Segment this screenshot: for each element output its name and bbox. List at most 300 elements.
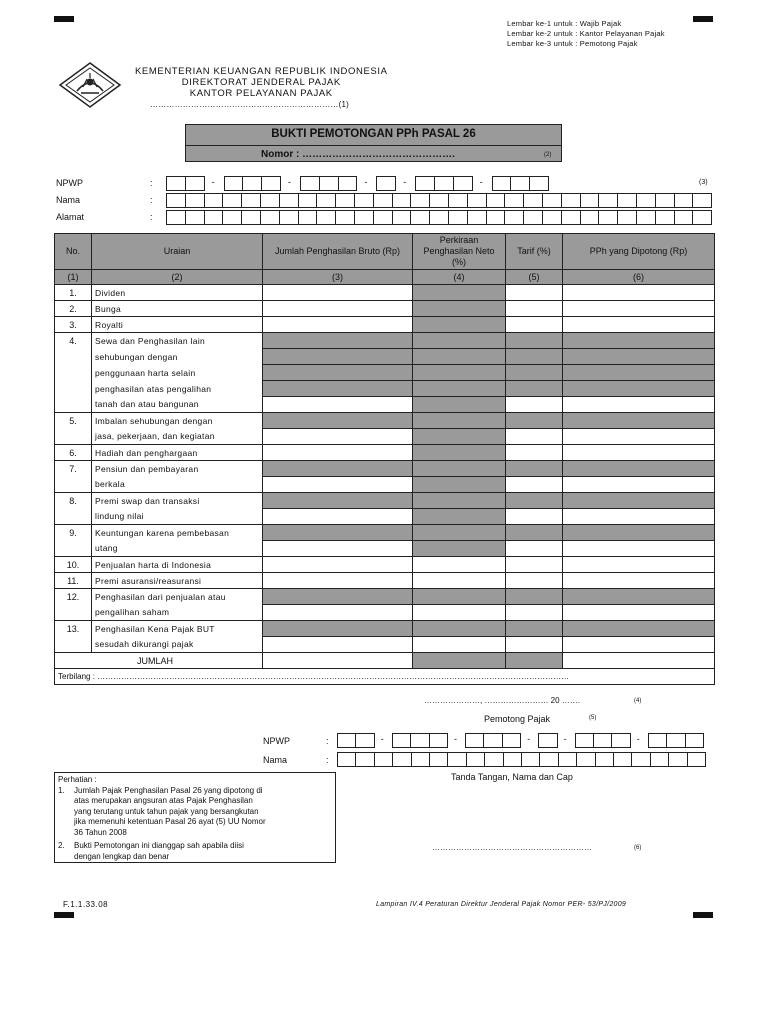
amount-cell[interactable] <box>263 445 413 461</box>
char-box[interactable] <box>521 752 540 767</box>
amount-cell[interactable] <box>506 317 563 333</box>
amount-cell[interactable] <box>263 557 413 573</box>
char-box[interactable] <box>279 210 299 225</box>
row-number: 10. <box>55 557 92 573</box>
amount-cell[interactable] <box>263 301 413 317</box>
row-number: 1. <box>55 285 92 301</box>
char-box[interactable] <box>561 193 581 208</box>
document-number-ref: (2) <box>544 152 552 158</box>
char-box[interactable] <box>319 176 339 191</box>
amount-cell[interactable] <box>563 285 715 301</box>
header-office: KANTOR PELAYANAN PAJAK <box>189 88 333 99</box>
amount-cell <box>506 525 563 541</box>
identity-ref: (3) <box>699 179 708 186</box>
row-number <box>55 365 92 381</box>
amount-cell <box>506 589 563 605</box>
char-box[interactable] <box>687 752 706 767</box>
legend-line: Lembar ke-1 untuk : Wajib Pajak <box>507 19 622 28</box>
amount-cell[interactable] <box>563 397 715 413</box>
table-row <box>55 621 715 637</box>
amount-cell[interactable] <box>563 301 715 317</box>
amount-cell <box>263 333 413 349</box>
table-row <box>55 429 715 445</box>
amount-cell <box>413 525 506 541</box>
char-box[interactable] <box>486 193 506 208</box>
row-description: Penjualan harta di Indonesia <box>92 557 263 573</box>
table-row <box>55 493 715 509</box>
char-box[interactable] <box>355 733 374 748</box>
amount-cell[interactable] <box>563 541 715 557</box>
terbilang-row <box>55 669 715 685</box>
char-box[interactable] <box>298 210 318 225</box>
note-item <box>58 786 332 839</box>
char-box[interactable] <box>576 752 595 767</box>
amount-cell <box>506 493 563 509</box>
note-line: yang terutang untuk tahun pajak yang bersangkutan <box>74 806 259 816</box>
row-description: Hadiah dan penghargaan <box>92 445 263 461</box>
amount-cell <box>263 413 413 429</box>
row-number: 11. <box>55 573 92 589</box>
char-box[interactable] <box>668 752 687 767</box>
row-description: penghasilan atas pengalihan <box>92 381 263 397</box>
char-box[interactable] <box>692 210 712 225</box>
char-box[interactable] <box>447 752 466 767</box>
char-box[interactable] <box>429 733 448 748</box>
amount-cell[interactable] <box>506 637 563 653</box>
amount-cell[interactable] <box>263 637 413 653</box>
char-box[interactable] <box>224 176 244 191</box>
char-box[interactable] <box>374 752 393 767</box>
amount-cell <box>413 301 506 317</box>
row-number: 7. <box>55 461 92 477</box>
char-box[interactable] <box>467 210 487 225</box>
amount-cell <box>563 349 715 365</box>
amount-cell <box>563 365 715 381</box>
amount-cell <box>506 333 563 349</box>
char-box[interactable] <box>504 210 524 225</box>
amount-cell[interactable] <box>506 445 563 461</box>
amount-cell <box>413 365 506 381</box>
char-box[interactable] <box>185 176 205 191</box>
amount-cell[interactable] <box>263 317 413 333</box>
char-box[interactable] <box>429 193 449 208</box>
table-row <box>55 413 715 429</box>
char-box[interactable] <box>648 733 667 748</box>
amount-cell[interactable] <box>563 605 715 621</box>
char-box[interactable] <box>666 733 685 748</box>
amount-cell[interactable] <box>263 509 413 525</box>
row-number <box>55 605 92 621</box>
row-description: Penghasilan Kena Pajak BUT <box>92 621 263 637</box>
char-box[interactable] <box>335 193 355 208</box>
amount-cell <box>263 493 413 509</box>
column-number: (6) <box>563 270 715 285</box>
amount-cell[interactable] <box>263 285 413 301</box>
amount-cell[interactable] <box>413 605 506 621</box>
table-row <box>55 301 715 317</box>
legend-line: Lembar ke-2 untuk : Kantor Pelayanan Pajak <box>507 29 665 38</box>
total-pph[interactable] <box>563 653 715 669</box>
amount-cell[interactable] <box>263 397 413 413</box>
char-box[interactable] <box>598 193 618 208</box>
amount-cell <box>263 381 413 397</box>
char-box[interactable] <box>204 210 224 225</box>
char-box[interactable] <box>260 210 280 225</box>
row-number: 9. <box>55 525 92 541</box>
char-box[interactable] <box>636 210 656 225</box>
column-number: (1) <box>55 270 92 285</box>
withholder-name-label: Nama <box>263 755 288 765</box>
amount-cell <box>413 285 506 301</box>
note-line: Jumlah Pajak Penghasilan Pasal 26 yang dipotong di <box>74 785 263 795</box>
char-box[interactable] <box>650 752 669 767</box>
char-box[interactable] <box>260 193 280 208</box>
amount-cell[interactable] <box>506 301 563 317</box>
amount-cell[interactable] <box>506 429 563 445</box>
column-header: Uraian <box>92 234 263 270</box>
char-box[interactable] <box>429 752 448 767</box>
char-box[interactable] <box>355 752 374 767</box>
column-header: PPh yang Dipotong (Rp) <box>563 234 715 270</box>
char-box[interactable] <box>575 733 594 748</box>
char-box[interactable] <box>410 210 430 225</box>
amount-cell[interactable] <box>263 605 413 621</box>
char-box[interactable] <box>483 733 502 748</box>
char-box[interactable] <box>392 752 411 767</box>
char-box[interactable] <box>595 752 614 767</box>
table-row <box>55 637 715 653</box>
char-box[interactable] <box>222 210 242 225</box>
separator-dash: - <box>288 177 291 187</box>
row-description: berkala <box>92 477 263 493</box>
row-description: Premi asuransi/reasuransi <box>92 573 263 589</box>
amount-cell <box>563 381 715 397</box>
char-box[interactable] <box>484 752 503 767</box>
table-header-row <box>55 234 715 270</box>
amount-cell <box>506 365 563 381</box>
amount-cell[interactable] <box>563 429 715 445</box>
char-box[interactable] <box>410 193 430 208</box>
row-number: 5. <box>55 413 92 429</box>
column-number: (3) <box>263 270 413 285</box>
row-number <box>55 637 92 653</box>
amount-cell <box>563 621 715 637</box>
date-ref: (4) <box>634 698 642 704</box>
amount-cell <box>413 461 506 477</box>
column-header: No. <box>55 234 92 270</box>
withholder-label: Pemotong Pajak <box>484 714 551 724</box>
row-number <box>55 541 92 557</box>
registration-mark-bottom-left <box>54 912 74 918</box>
total-bruto[interactable] <box>263 653 413 669</box>
amount-cell <box>263 461 413 477</box>
row-number <box>55 429 92 445</box>
amount-cell[interactable] <box>506 557 563 573</box>
char-box[interactable] <box>185 210 205 225</box>
row-description: Sewa dan Penghasilan lain <box>92 333 263 349</box>
char-box[interactable] <box>692 193 712 208</box>
amount-cell[interactable] <box>563 317 715 333</box>
amount-cell[interactable] <box>263 429 413 445</box>
char-box[interactable] <box>242 176 262 191</box>
note-line: Bukti Pemotongan ini dianggap sah apabila diisi <box>74 841 244 850</box>
row-description: Royalti <box>92 317 263 333</box>
table-row <box>55 605 715 621</box>
char-box[interactable] <box>448 193 468 208</box>
char-box[interactable] <box>338 176 358 191</box>
char-box[interactable] <box>674 193 694 208</box>
row-number <box>55 381 92 397</box>
row-description: Penghasilan dari penjualan atau <box>92 589 263 605</box>
char-box[interactable] <box>354 210 374 225</box>
char-box[interactable] <box>504 193 524 208</box>
document-number-field[interactable]: Nomor : ………………………………………. <box>261 149 455 160</box>
char-box[interactable] <box>466 752 485 767</box>
char-box[interactable] <box>580 210 600 225</box>
regulation-reference: Lampiran IV.4 Peraturan Direktur Jenderal Pajak Nomor PER- 53/PJ/2009 <box>376 901 627 908</box>
amount-cell <box>413 541 506 557</box>
char-box[interactable] <box>467 193 487 208</box>
amount-cell <box>413 317 506 333</box>
char-box[interactable] <box>337 752 356 767</box>
table-row <box>55 445 715 461</box>
colon: : <box>326 736 329 746</box>
nama-label: Nama <box>56 195 81 205</box>
char-box[interactable] <box>222 193 242 208</box>
amount-cell <box>413 333 506 349</box>
char-box[interactable] <box>166 193 186 208</box>
table-row <box>55 365 715 381</box>
column-number: (2) <box>92 270 263 285</box>
table-row <box>55 397 715 413</box>
char-box[interactable] <box>166 210 186 225</box>
char-box[interactable] <box>542 210 562 225</box>
withholder-npwp-label: NPWP <box>263 736 290 746</box>
amount-cell[interactable] <box>263 541 413 557</box>
amount-cell[interactable] <box>506 541 563 557</box>
char-box[interactable] <box>415 176 435 191</box>
row-number: 4. <box>55 333 92 349</box>
char-box[interactable] <box>523 210 543 225</box>
char-box[interactable] <box>204 193 224 208</box>
note-number: 2. <box>58 841 65 850</box>
amount-cell[interactable] <box>563 477 715 493</box>
char-box[interactable] <box>636 193 656 208</box>
char-box[interactable] <box>335 210 355 225</box>
char-box[interactable] <box>685 733 704 748</box>
char-box[interactable] <box>354 193 374 208</box>
amount-cell <box>413 429 506 445</box>
char-box[interactable] <box>503 752 522 767</box>
amount-cell[interactable] <box>563 637 715 653</box>
amount-cell <box>563 413 715 429</box>
char-box[interactable] <box>593 733 612 748</box>
column-number: (4) <box>413 270 506 285</box>
char-box[interactable] <box>580 193 600 208</box>
char-box[interactable] <box>492 176 512 191</box>
amount-cell[interactable] <box>506 605 563 621</box>
char-box[interactable] <box>434 176 454 191</box>
char-box[interactable] <box>465 733 484 748</box>
column-header: Perkiraan Penghasilan Neto (%) <box>413 234 506 270</box>
char-box[interactable] <box>486 210 506 225</box>
row-description: pengalihan saham <box>92 605 263 621</box>
table-row <box>55 525 715 541</box>
char-box[interactable] <box>411 752 430 767</box>
row-description: Dividen <box>92 285 263 301</box>
row-number <box>55 397 92 413</box>
colon: : <box>150 178 153 188</box>
row-number: 3. <box>55 317 92 333</box>
separator-dash: - <box>479 177 483 187</box>
amount-cell[interactable] <box>506 509 563 525</box>
signature-label: Tanda Tangan, Nama dan Cap <box>451 772 573 782</box>
signature-field[interactable]: …………………………………………………… <box>432 843 592 852</box>
amount-in-words-field[interactable]: Terbilang : …………………………………………………………………………………………………………………………………………………………… <box>55 669 715 685</box>
legend-line: Lembar ke-3 untuk : Pemotong Pajak <box>507 39 638 48</box>
char-box[interactable] <box>241 193 261 208</box>
char-box[interactable] <box>298 193 318 208</box>
char-box[interactable] <box>598 210 618 225</box>
notes-box <box>54 772 336 863</box>
amount-cell[interactable] <box>506 397 563 413</box>
char-box[interactable] <box>261 176 281 191</box>
amount-cell[interactable] <box>263 477 413 493</box>
header-directorate: DIREKTORAT JENDERAL PAJAK <box>181 77 341 88</box>
amount-cell[interactable] <box>563 509 715 525</box>
registration-mark-bottom-right <box>693 912 713 918</box>
row-number: 12. <box>55 589 92 605</box>
table-row <box>55 477 715 493</box>
notes-title: Perhatian : <box>58 775 97 784</box>
char-box[interactable] <box>392 193 412 208</box>
char-box[interactable] <box>392 733 411 748</box>
row-description: utang <box>92 541 263 557</box>
char-box[interactable] <box>373 193 393 208</box>
char-box[interactable] <box>613 752 632 767</box>
char-box[interactable] <box>611 733 630 748</box>
amount-cell <box>563 525 715 541</box>
row-description: Imbalan sehubungan dengan <box>92 413 263 429</box>
char-box[interactable] <box>373 210 393 225</box>
char-box[interactable] <box>410 733 429 748</box>
amount-cell[interactable] <box>563 557 715 573</box>
amount-cell <box>413 477 506 493</box>
amount-cell <box>413 413 506 429</box>
char-box[interactable] <box>392 210 412 225</box>
amount-cell <box>263 621 413 637</box>
amount-cell <box>413 381 506 397</box>
char-box[interactable] <box>429 210 449 225</box>
char-box[interactable] <box>631 752 650 767</box>
char-box[interactable] <box>185 193 205 208</box>
char-box[interactable] <box>617 210 637 225</box>
institution-header <box>135 66 388 99</box>
colon: : <box>150 212 153 222</box>
row-number <box>55 509 92 525</box>
column-number-row <box>55 270 715 285</box>
char-box[interactable] <box>510 176 530 191</box>
note-line: atas merupakan angsuran atas Pajak Penghasilan <box>74 796 253 805</box>
amount-cell <box>563 493 715 509</box>
char-box[interactable] <box>561 210 581 225</box>
amount-cell[interactable] <box>263 573 413 589</box>
char-box[interactable] <box>448 210 468 225</box>
amount-cell <box>413 445 506 461</box>
char-box[interactable] <box>316 193 336 208</box>
char-box[interactable] <box>279 193 299 208</box>
amount-cell <box>263 349 413 365</box>
amount-cell <box>413 509 506 525</box>
tax-office-field[interactable]: ……………………………………………………………(1) <box>150 100 349 109</box>
row-description: Premi swap dan transaksi <box>92 493 263 509</box>
amount-cell <box>563 589 715 605</box>
row-description: Bunga <box>92 301 263 317</box>
char-box[interactable] <box>674 210 694 225</box>
char-box[interactable] <box>376 176 396 191</box>
char-box[interactable] <box>529 176 549 191</box>
amount-cell[interactable] <box>413 557 506 573</box>
registration-mark-top-left <box>54 16 74 22</box>
row-number <box>55 477 92 493</box>
amount-cell[interactable] <box>506 573 563 589</box>
amount-cell <box>413 493 506 509</box>
document-title-box <box>185 124 562 162</box>
char-box[interactable] <box>300 176 320 191</box>
amount-cell <box>506 461 563 477</box>
char-box[interactable] <box>655 210 675 225</box>
amount-cell[interactable] <box>506 285 563 301</box>
amount-cell[interactable] <box>563 573 715 589</box>
amount-cell <box>413 621 506 637</box>
char-box[interactable] <box>617 193 637 208</box>
row-number: 8. <box>55 493 92 509</box>
table-row <box>55 541 715 557</box>
note-line: dengan lengkap dan benar <box>74 851 170 861</box>
char-box[interactable] <box>453 176 473 191</box>
signature-ref: (6) <box>634 845 642 851</box>
withholder-ref: (5) <box>589 715 597 721</box>
separator-dash: - <box>563 734 567 744</box>
amount-cell <box>506 349 563 365</box>
char-box[interactable] <box>241 210 261 225</box>
char-box[interactable] <box>539 752 558 767</box>
registration-mark-top-right <box>693 16 713 22</box>
amount-cell <box>563 333 715 349</box>
row-description: sesudah dikurangi pajak <box>92 637 263 653</box>
amount-cell[interactable] <box>563 445 715 461</box>
table-row <box>55 461 715 477</box>
char-box[interactable] <box>523 193 543 208</box>
header-ministry: KEMENTERIAN KEUANGAN REPUBLIK INDONESIA <box>135 66 388 77</box>
char-box[interactable] <box>502 733 521 748</box>
row-description: sehubungan dengan <box>92 349 263 365</box>
char-box[interactable] <box>166 176 186 191</box>
char-box[interactable] <box>538 733 557 748</box>
amount-cell[interactable] <box>413 573 506 589</box>
column-number: (5) <box>506 270 563 285</box>
char-box[interactable] <box>337 733 356 748</box>
amount-cell[interactable] <box>413 637 506 653</box>
char-box[interactable] <box>316 210 336 225</box>
amount-cell <box>506 413 563 429</box>
date-place-field[interactable]: …………………, …………………… 20 ……. <box>424 696 581 705</box>
amount-cell[interactable] <box>506 477 563 493</box>
char-box[interactable] <box>542 193 562 208</box>
char-box[interactable] <box>655 193 675 208</box>
char-box[interactable] <box>558 752 577 767</box>
row-description: Pensiun dan pembayaran <box>92 461 263 477</box>
